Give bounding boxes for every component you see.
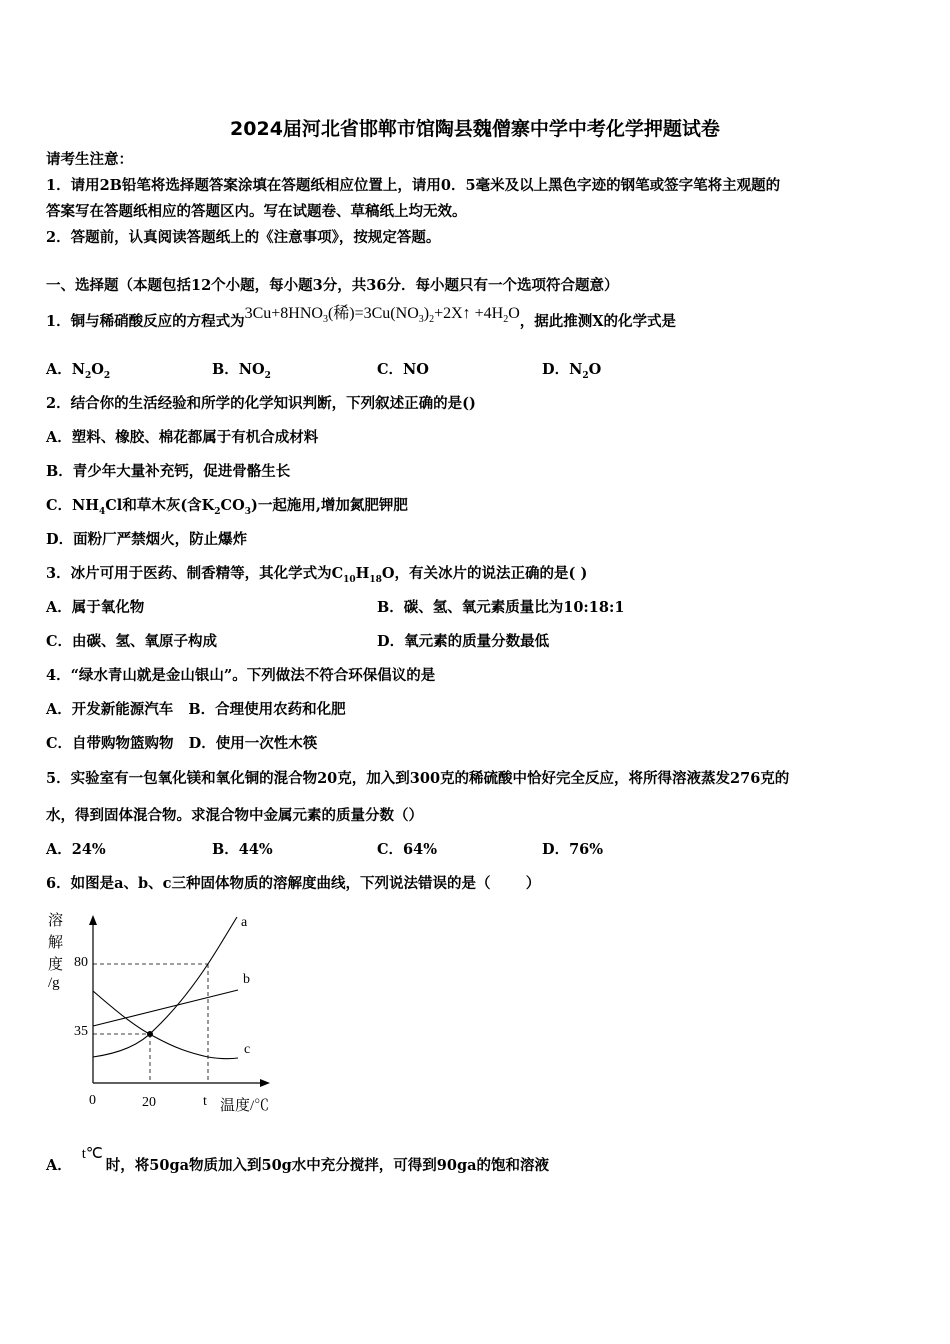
- q5-stem-b: 水，得到固体混合物。求混合物中金属元素的质量分数（）: [46, 807, 423, 824]
- question-1: [46, 305, 677, 338]
- q1-option-a: A．$N_2O_2$: [46, 361, 111, 381]
- q6-option-a-text: 时，将50ga物质加入到50g水中充分搅拌，可得到90ga的饱和溶液: [105, 1157, 550, 1174]
- q5-option-d: D．76%: [542, 841, 604, 858]
- y-label-1: 溶: [48, 913, 64, 929]
- q6-option-a-temp: t℃: [81, 1146, 103, 1162]
- curve-b: [93, 990, 238, 1026]
- page-title: 2024届河北省邯郸市馆陶县魏僧寨中学中考化学押题试卷: [230, 118, 720, 140]
- q4-stem: 4．“绿水青山就是金山银山”。下列做法不符合环保倡议的是: [46, 667, 436, 684]
- graph-svg: [40, 905, 290, 1120]
- tick-20: 20: [142, 1095, 156, 1110]
- x-axis-arrow: [260, 1079, 270, 1087]
- tick-80: 80: [74, 955, 88, 970]
- q2-option-d: D．面粉厂严禁烟火，防止爆炸: [46, 531, 248, 548]
- q6-option-a-label: A．: [46, 1157, 72, 1174]
- curve-a-label: a: [241, 915, 248, 930]
- tick-t: t: [203, 1094, 207, 1109]
- q3-option-a: A．属于氧化物: [46, 599, 145, 616]
- q6-option-a: [46, 1146, 550, 1176]
- tick-35: 35: [74, 1024, 88, 1039]
- section-heading: 一、选择题（本题包括12个小题，每小题3分，共36分．每小题只有一个选项符合题意）: [46, 277, 619, 294]
- notice-item-1a: 1．请用2B铅笔将选择题答案涂填在答题纸相应位置上，请用0．5毫米及以上黑色字迹的钢笔或签字笔将主观题的: [46, 177, 781, 194]
- q3-option-d: D．氧元素的质量分数最低: [377, 633, 550, 650]
- curve-c-label: c: [244, 1042, 251, 1057]
- y-axis-arrow: [89, 915, 97, 925]
- solubility-graph: [40, 905, 290, 1120]
- tick-0: 0: [89, 1093, 96, 1108]
- q2-option-b: B．青少年大量补充钙，促进骨骼生长: [46, 463, 291, 480]
- q2-stem: 2．结合你的生活经验和所学的化学知识判断，下列叙述正确的是(): [46, 395, 476, 412]
- q5-option-b: B．44%: [212, 841, 273, 858]
- intersection-point: [147, 1031, 153, 1037]
- y-label-3: 度: [48, 957, 64, 973]
- notice-item-2: 2．答题前，认真阅读答题纸上的《注意事项》，按规定答题。: [46, 229, 441, 246]
- q1-option-c: C．NO: [377, 361, 429, 378]
- curve-a: [93, 917, 237, 1057]
- q5-option-a: A．24%: [46, 841, 106, 858]
- x-axis-label: 温度/℃: [220, 1098, 270, 1114]
- q4-options-cd: C．自带购物篮购物 D．使用一次性木筷: [46, 735, 318, 752]
- q3-option-c: C．由碳、氢、氧原子构成: [46, 633, 218, 650]
- q3-option-b: B．碳、氢、氧元素质量比为10:18:1: [377, 599, 625, 616]
- q1-stem-a: 1．铜与稀硝酸反应的方程式为: [46, 313, 245, 330]
- y-label-2: 解: [48, 935, 64, 951]
- q5-stem-a: 5．实验室有一包氧化镁和氧化铜的混合物20克，加入到300克的稀硫酸中恰好完全反应，将所得溶液蒸发276克的: [46, 770, 790, 787]
- notice-header: 请考生注意：: [46, 151, 133, 168]
- q5-option-c: C．64%: [377, 841, 437, 858]
- q2-option-c: C．$NH_4Cl$和草木灰(含$K_2CO_3$)一起施用,增加氮肥钾肥: [46, 497, 408, 517]
- curve-b-label: b: [243, 972, 250, 987]
- y-label-4: /g: [48, 975, 60, 991]
- q1-option-b: B．$NO_2$: [212, 361, 271, 381]
- q1-stem-b: ，据此推测X的化学式是: [519, 313, 677, 330]
- curve-c: [93, 991, 238, 1059]
- q1-equation: $3Cu+8HNO_3$(稀)$=3Cu(NO_3)_2+2X↑ +4H_2O$: [244, 305, 520, 326]
- q2-option-a: A．塑料、橡胶、棉花都属于有机合成材料: [46, 429, 319, 446]
- q4-options-ab: A．开发新能源汽车 B．合理使用农药和化肥: [46, 701, 346, 718]
- q6-stem: 6．如图是a、b、c三种固体物质的溶解度曲线，下列说法错误的是（ ）: [46, 875, 541, 892]
- q1-option-d: D．$N_2O$: [542, 361, 602, 381]
- q3-stem: 3．冰片可用于医药、制香精等，其化学式为$C_{10}H_{18}O$，有关冰片的说法正确的是( ): [46, 565, 588, 585]
- notice-item-1b: 答案写在答题纸相应的答题区内。写在试题卷、草稿纸上均无效。: [46, 203, 467, 220]
